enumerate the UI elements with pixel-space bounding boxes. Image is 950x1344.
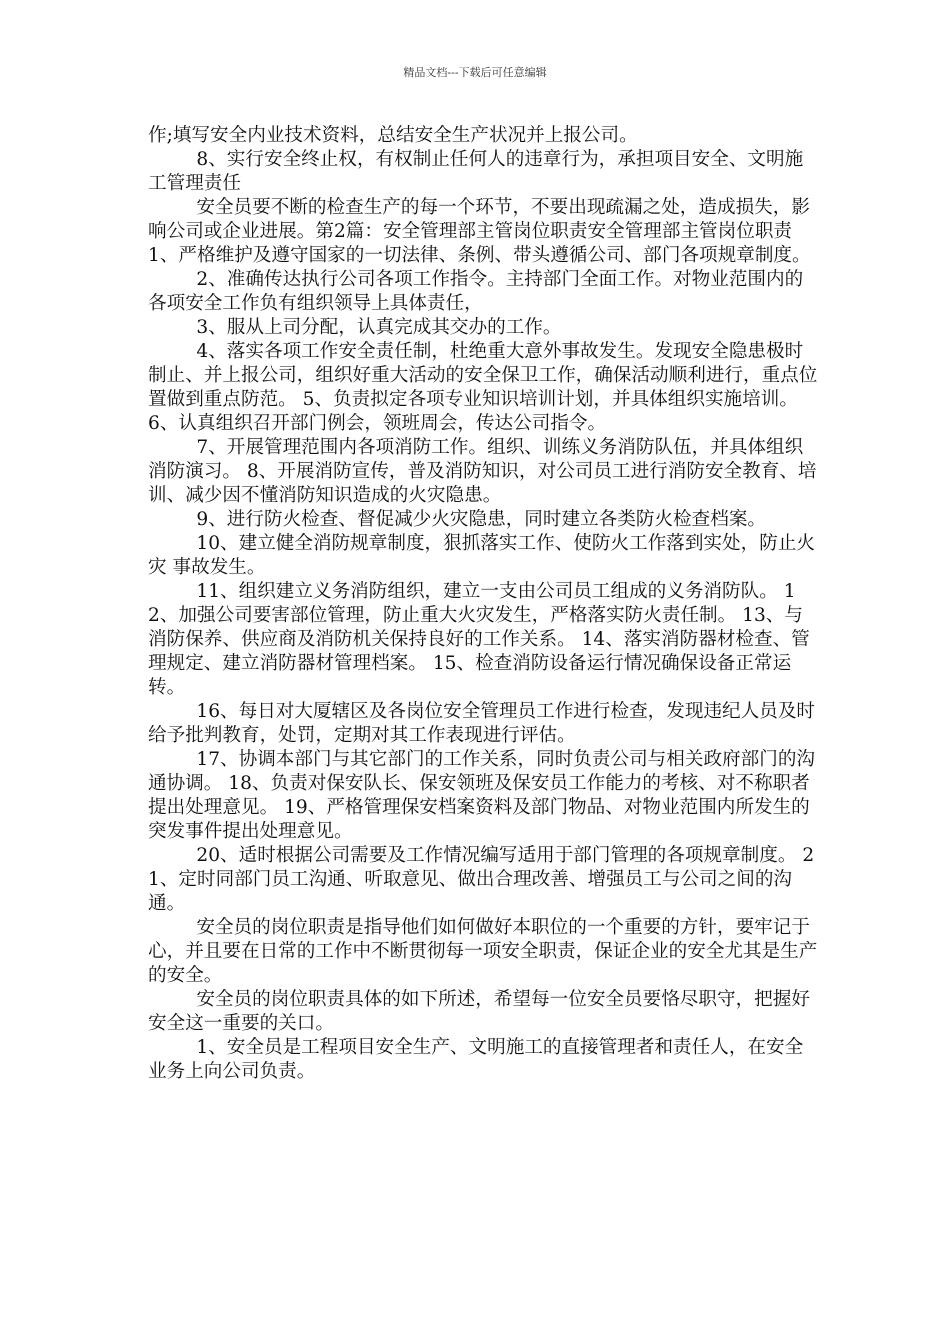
paragraph: 17、协调本部门与其它部门的工作关系，同时负责公司与相关政府部门的沟通协调。 18、负责对保安队长、保安领班及保安员工作能力的考核、对不称职者提出处理意见。 19、严格管理保安档案资料及部门物品、对物业范围内所发生的突发事件提出处理意见。	[148, 749, 816, 842]
paragraph: 9、进行防火检查、督促减少火灾隐患，同时建立各类防火检查档案。	[196, 509, 767, 530]
paragraph: 安全员的岗位职责是指导他们如何做好本职位的一个重要的方针，要牢记于心，并且要在日常的工作中不断贯彻每一项安全职责，保证企业的安全尤其是生产的安全。	[148, 917, 818, 986]
paragraph: 3、服从上司分配，认真完成其交办的工作。	[196, 317, 562, 338]
paragraph: 10、建立健全消防规章制度，狠抓落实工作、使防火工作落到实处，防止火灾 事故发生。	[148, 533, 816, 578]
paragraph: 16、每日对大厦辖区及各岗位安全管理员工作进行检查，发现违纪人员及时给予批判教育，处罚，定期对其工作表现进行评估。	[148, 701, 816, 746]
paragraph: 安全员要不断的检查生产的每一个环节，不要出现疏漏之处，造成损失，影响公司或企业进展。第2篇：安全管理部主管岗位职责安全管理部主管岗位职责1、严格维护及遵守国家的一切法律、条例、带头遵循公司、部门各项规章制度。	[148, 197, 811, 266]
page-header: 精品文档---下载后可任意编辑	[403, 66, 547, 79]
paragraph: 作;填写安全内业技术资料，总结安全生产状况并上报公司。	[148, 125, 638, 146]
paragraph: 7、开展管理范围内各项消防工作。组织、训练义务消防队伍，并具体组织消防演习。 8、开展消防宣传，普及消防知识，对公司员工进行消防安全教育、培训、减少因不懂消防知识造成的火灾隐患。	[148, 437, 817, 506]
paragraph: 11、组织建立义务消防组织，建立一支由公司员工组成的义务消防队。 12、加强公司要害部位管理，防止重大火灾发生，严格落实防火责任制。 13、与消防保养、供应商及消防机关保持良好的工作关系。 14、落实消防器材检查、管理规定、建立消防器材管理档案。 15、检查消防设备运行情况确保设备正常运转。	[148, 581, 810, 698]
paragraph: 20、适时根据公司需要及工作情况编写适用于部门管理的各项规章制度。 21、定时同部门员工沟通、听取意见、做出合理改善、增强员工与公司之间的沟通。	[148, 845, 815, 914]
paragraph: 安全员的岗位职责具体的如下所述，希望每一位安全员要恪尽职守，把握好安全这一重要的关口。	[148, 989, 810, 1034]
document-body	[148, 124, 820, 1084]
paragraph: 2、准确传达执行公司各项工作指令。主持部门全面工作。对物业范围内的各项安全工作负有组织领导上具体责任，	[148, 269, 804, 314]
paragraph: 8、实行安全终止权，有权制止任何人的违章行为，承担项目安全、文明施工管理责任	[148, 149, 804, 194]
paragraph: 1、安全员是工程项目安全生产、文明施工的直接管理者和责任人，在安全业务上向公司负责。	[148, 1037, 804, 1082]
paragraph: 4、落实各项工作安全责任制，杜绝重大意外事故发生。发现安全隐患极时制止、并上报公司，组织好重大活动的安全保卫工作，确保活动顺利进行，重点位置做到重点防范。 5、负责拟定各项专业知识培训计划，并具体组织实施培训。 6、认真组织召开部门例会，领班周会，传达公司指令。	[148, 341, 818, 434]
